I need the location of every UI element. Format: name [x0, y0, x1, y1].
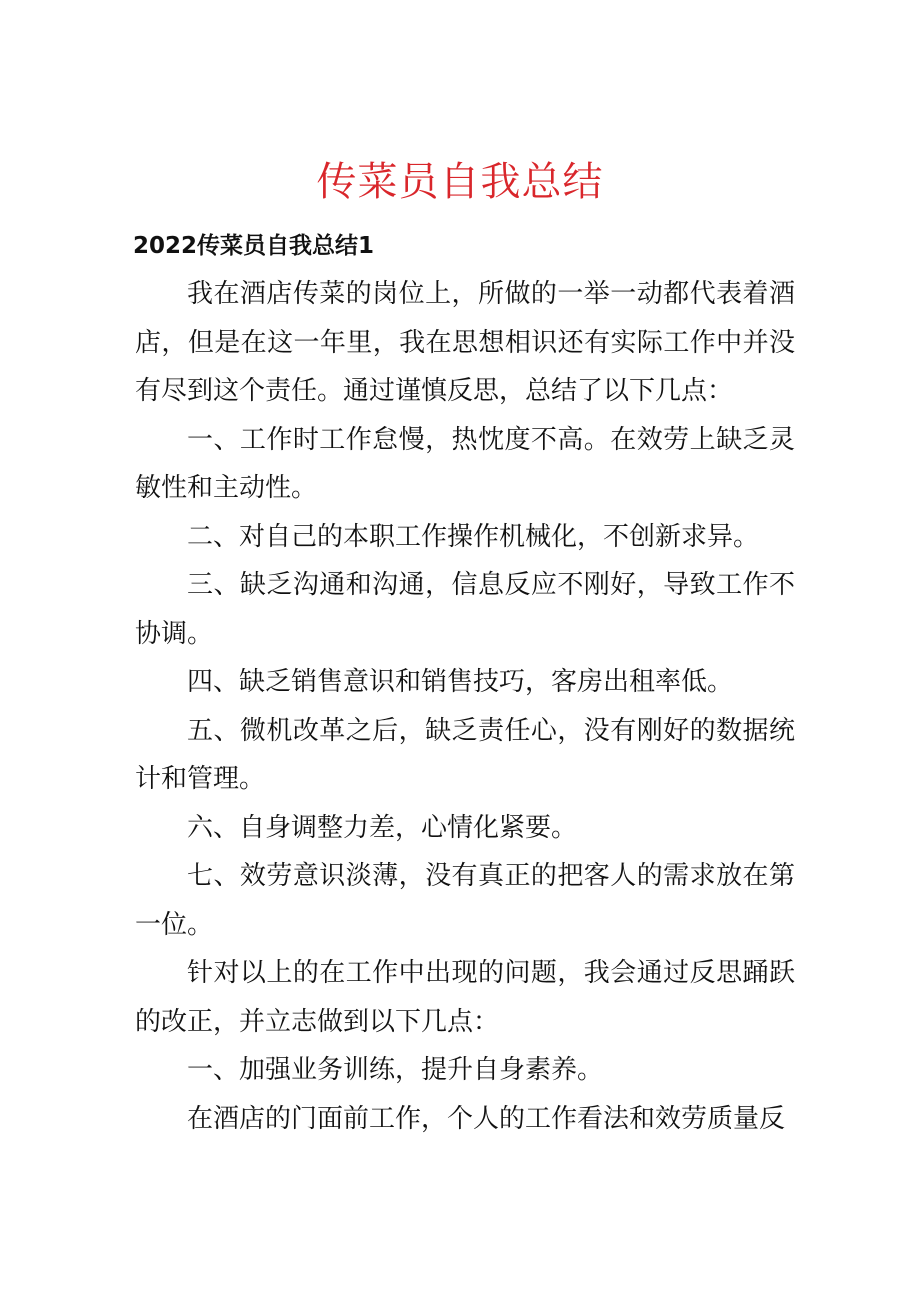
- paragraph: 四、缺乏销售意识和销售技巧，客房出租率低。: [187, 667, 734, 697]
- paragraph: 七、效劳意识淡薄，没有真正的把客人的需求放在第一位。: [135, 861, 795, 940]
- paragraph: 三、缺乏沟通和沟通，信息反应不刚好，导致工作不协调。: [135, 570, 795, 649]
- document-body: [135, 270, 795, 1143]
- paragraph: 在酒店的门面前工作，个人的工作看法和效劳质量反: [187, 1103, 786, 1134]
- paragraph: 一、加强业务训练，提升自身素养。: [187, 1055, 604, 1085]
- paragraph: 针对以上的在工作中出现的问题，我会通过反思踊跃的改正，并立志做到以下几点：: [135, 958, 795, 1037]
- paragraph: 二、对自己的本职工作操作机械化，不创新求异。: [187, 521, 760, 552]
- paragraph: 我在酒店传菜的岗位上，所做的一举一动都代表着酒店，但是在这一年里，我在思想相识还有实际工作中并没有尽到这个责任。通过谨慎反思，总结了以下几点：: [135, 279, 795, 406]
- document-title: 传菜员自我总结: [316, 159, 604, 205]
- paragraph: 五、微机改革之后，缺乏责任心，没有刚好的数据统计和管理。: [135, 715, 795, 794]
- paragraph: 一、工作时工作怠慢，热忱度不高。在效劳上缺乏灵敏性和主动性。: [135, 424, 795, 503]
- section-heading: 2022传菜员自我总结1: [133, 233, 375, 259]
- paragraph: 六、自身调整力差，心情化紧要。: [187, 812, 578, 843]
